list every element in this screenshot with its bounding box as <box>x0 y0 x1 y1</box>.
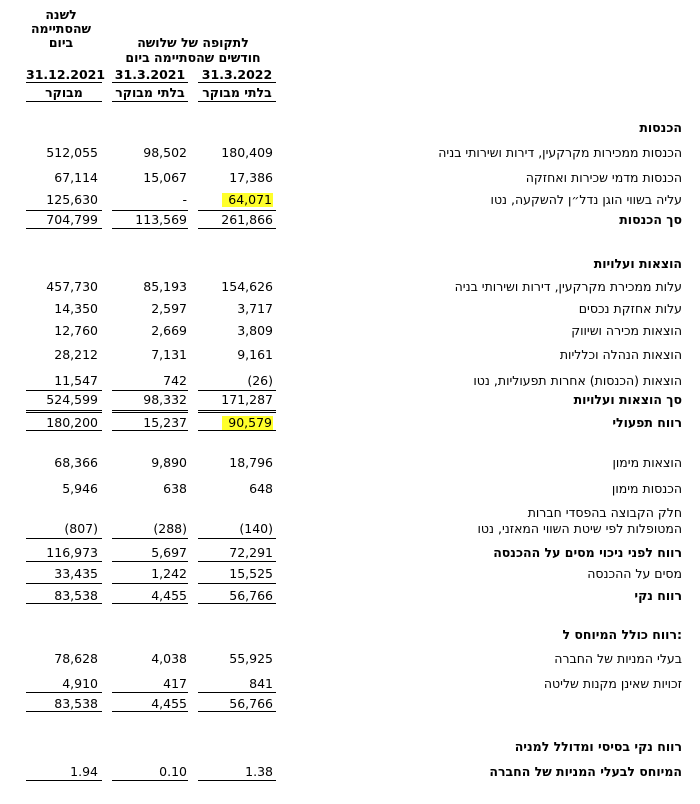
value-year-2021: 83,538 <box>54 696 98 711</box>
value-q2021: 15,237 <box>143 415 187 430</box>
value-year-2021: 4,910 <box>62 676 98 691</box>
value-q2021: 4,038 <box>151 651 187 666</box>
value-year-2021: 67,114 <box>54 170 98 185</box>
value-q2021: 0.10 <box>159 764 187 779</box>
value-q2022: 72,291 <box>229 545 273 560</box>
value-q2021: 5,697 <box>151 545 187 560</box>
value-year-2021: 180,200 <box>46 415 98 430</box>
value-q2021: 98,502 <box>143 145 187 160</box>
value-q2021: 4,455 <box>151 588 187 603</box>
row-label: בעלי המניות של החברה <box>554 651 682 666</box>
underline <box>198 561 276 562</box>
value-q2021: 2,597 <box>151 301 187 316</box>
header-year-line3: ביום <box>48 35 74 50</box>
row-label: מסים על ההכנסה <box>587 566 682 581</box>
row-label: רווח נקי <box>634 588 682 603</box>
value-year-2021: 125,630 <box>46 192 98 207</box>
underline <box>198 692 276 693</box>
value-q2022: 648 <box>249 481 273 496</box>
underline <box>26 390 102 391</box>
value-q2022: 56,766 <box>229 588 273 603</box>
audit-q2021: בלתי מבוקר <box>115 85 185 100</box>
audit-q2022: בלתי מבוקר <box>202 85 272 100</box>
underline <box>112 538 188 539</box>
value-q2022: 261,866 <box>221 212 273 227</box>
value-q2022: 64,071 <box>222 193 273 207</box>
section-heading: הכנסות <box>639 120 682 135</box>
underline <box>198 228 276 229</box>
value-q2022: (26) <box>247 373 273 388</box>
underline <box>198 711 276 712</box>
value-year-2021: 12,760 <box>54 323 98 338</box>
row-label: זכויות שאינן מקנות שליטה <box>543 676 682 691</box>
underline <box>26 210 102 211</box>
value-year-2021: 5,946 <box>62 481 98 496</box>
underline <box>198 538 276 539</box>
underline <box>198 430 276 431</box>
value-q2021: 15,067 <box>143 170 187 185</box>
value-year-2021: 512,055 <box>46 145 98 160</box>
value-q2022: 3,809 <box>237 323 273 338</box>
row-label: הכנסות ממכירות מקרקעין, דירות ושירותי בניה <box>438 145 682 160</box>
value-q2022: 841 <box>249 676 273 691</box>
underline <box>198 412 276 413</box>
underline <box>112 603 188 604</box>
value-q2021: 2,669 <box>151 323 187 338</box>
value-q2022: 9,161 <box>237 347 273 362</box>
underline <box>198 780 276 781</box>
section-heading: רווח כולל המיוחס ל: <box>562 627 682 642</box>
value-q2022: 18,796 <box>229 455 273 470</box>
row-label: סך הוצאות ועלויות <box>573 392 682 407</box>
value-year-2021: 524,599 <box>46 392 98 407</box>
value-q2022: 55,925 <box>229 651 273 666</box>
underline <box>112 210 188 211</box>
row-label: עלות אחזקת נכסים <box>578 301 682 316</box>
value-year-2021: 68,366 <box>54 455 98 470</box>
value-year-2021: (807) <box>64 521 98 536</box>
row-label-continued: המטופלות לפי שיטת השווי המאזני, נטו <box>477 521 682 536</box>
value-year-2021: 78,628 <box>54 651 98 666</box>
underline <box>112 692 188 693</box>
section-heading: הוצאות ועלויות <box>593 256 682 271</box>
underline <box>26 561 102 562</box>
section-heading: רווח נקי בסיסי ומדולל למניה <box>514 739 682 754</box>
underline <box>112 780 188 781</box>
underline <box>26 228 102 229</box>
underline <box>198 583 276 584</box>
value-q2022: 154,626 <box>221 279 273 294</box>
date-q2022: 31.3.2022 <box>201 67 273 82</box>
value-q2022: (140) <box>239 521 273 536</box>
row-label: חלק הקבוצה בהפסדי חברות <box>527 505 682 520</box>
value-q2022: 1.38 <box>245 764 273 779</box>
value-q2021: 85,193 <box>143 279 187 294</box>
value-year-2021: 14,350 <box>54 301 98 316</box>
underline <box>112 228 188 229</box>
audit-year: מבוקר <box>45 85 83 100</box>
value-q2022: 171,287 <box>221 392 273 407</box>
value-q2021: 98,332 <box>143 392 187 407</box>
value-q2021: 4,455 <box>151 696 187 711</box>
row-label: הוצאות הנהלה וכלליות <box>559 347 682 362</box>
underline <box>26 583 102 584</box>
value-q2022: 3,717 <box>237 301 273 316</box>
value-q2021: 638 <box>163 481 187 496</box>
row-label: עליה בשווי הוגן נדל״ן להשקעה, נטו <box>490 192 682 207</box>
underline <box>26 603 102 604</box>
underline <box>198 410 276 411</box>
value-q2021: 9,890 <box>151 455 187 470</box>
row-label: הכנסות מימון <box>611 481 682 496</box>
underline <box>112 583 188 584</box>
value-q2022: 90,579 <box>222 416 273 430</box>
underline <box>198 603 276 604</box>
value-year-2021: 116,973 <box>46 545 98 560</box>
underline <box>26 692 102 693</box>
value-q2021: 417 <box>163 676 187 691</box>
row-label: סך הכנסות <box>619 212 682 227</box>
date-year: 31.12.2021 <box>26 67 106 82</box>
row-label: המיוחס לבעלי המניות של החברה <box>489 764 682 779</box>
value-year-2021: 457,730 <box>46 279 98 294</box>
row-label: רווח לפני ניכוי מסים על ההכנסה <box>493 545 682 560</box>
underline <box>112 711 188 712</box>
value-q2021: 113,569 <box>135 212 187 227</box>
value-q2022: 180,409 <box>221 145 273 160</box>
row-label: עלות ממכירת מקרקעין, דירות ושירותי בניה <box>454 279 682 294</box>
value-year-2021: 1.94 <box>70 764 98 779</box>
value-year-2021: 33,435 <box>54 566 98 581</box>
underline <box>112 410 188 411</box>
header-quarter-line1: לתקופה של שלושה <box>137 35 249 50</box>
row-label: רווח תפעולי <box>612 415 682 430</box>
underline <box>112 430 188 431</box>
underline <box>26 780 102 781</box>
underline <box>112 412 188 413</box>
date-q2021: 31.3.2021 <box>114 67 186 82</box>
underline <box>112 561 188 562</box>
underline <box>198 210 276 211</box>
underline <box>26 538 102 539</box>
value-q2021: (288) <box>153 521 187 536</box>
underline <box>26 711 102 712</box>
value-year-2021: 28,212 <box>54 347 98 362</box>
value-q2022: 17,386 <box>229 170 273 185</box>
header-year-line2: שהסתיימה <box>30 21 92 36</box>
value-q2022: 56,766 <box>229 696 273 711</box>
value-q2022: 15,525 <box>229 566 273 581</box>
header-quarter-line2: חודשים שהסתיימה ביום <box>125 50 261 65</box>
underline <box>26 410 102 411</box>
value-q2021: 742 <box>163 373 187 388</box>
value-year-2021: 83,538 <box>54 588 98 603</box>
underline <box>26 430 102 431</box>
value-q2021: 7,131 <box>151 347 187 362</box>
row-label: הוצאות (הכנסות) אחרות תפעוליות, נטו <box>473 373 682 388</box>
header-year-line1: לשנה <box>45 7 77 22</box>
row-label: הוצאות מימון <box>612 455 682 470</box>
underline <box>26 412 102 413</box>
underline <box>198 390 276 391</box>
underline <box>112 390 188 391</box>
row-label: הכנסות מדמי שכירות ואחזקה <box>525 170 682 185</box>
row-label: הוצאות מכירה ושיווק <box>571 323 682 338</box>
value-year-2021: 704,799 <box>46 212 98 227</box>
value-q2021: 1,242 <box>151 566 187 581</box>
value-year-2021: 11,547 <box>54 373 98 388</box>
value-q2021: - <box>182 192 187 207</box>
